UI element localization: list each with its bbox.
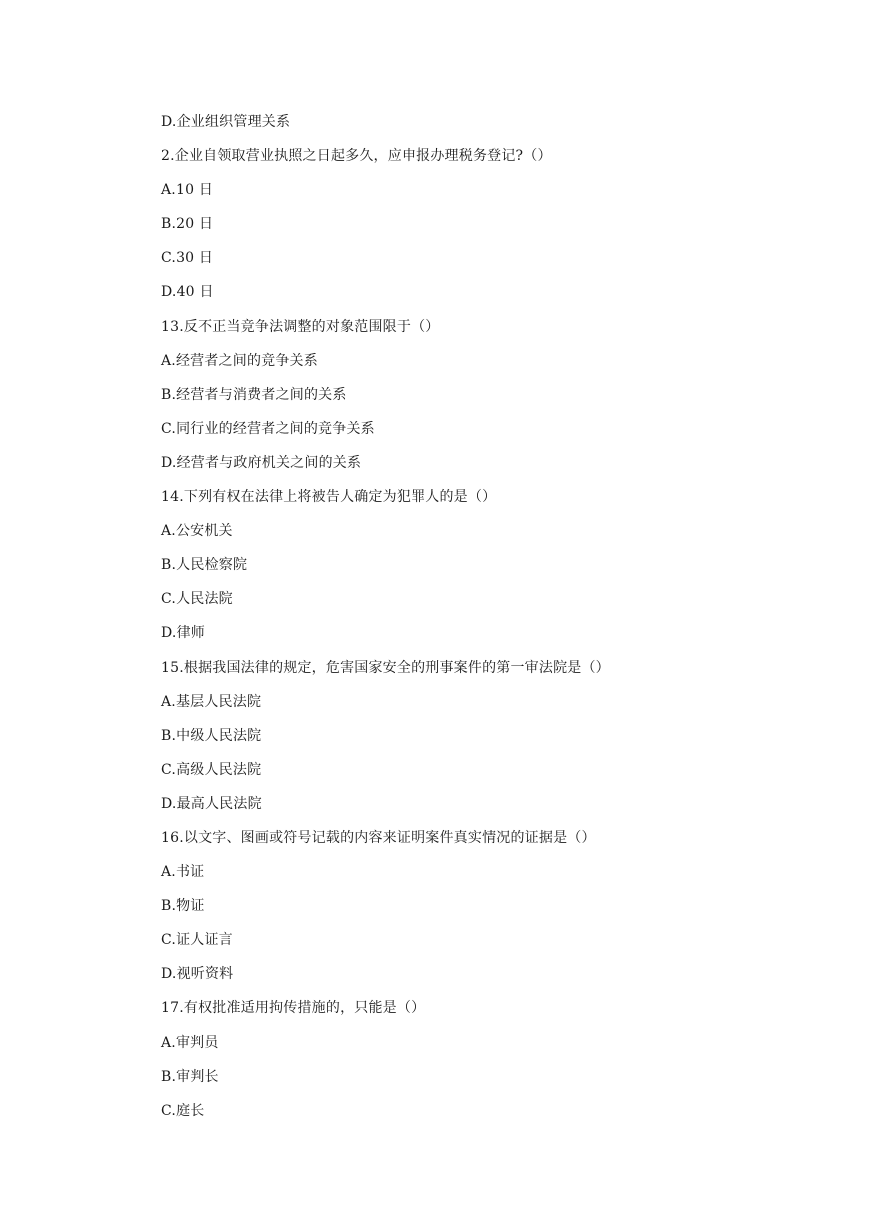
option-line: D.律师 <box>161 625 205 642</box>
question-line: 15.根据我国法律的规定，危害国家安全的刑事案件的第一审法院是（） <box>161 659 610 676</box>
document-body <box>161 111 821 1134</box>
option-line: C.庭长 <box>161 1102 205 1119</box>
option-line: C.高级人民法院 <box>161 761 262 778</box>
option-line: C.人民法院 <box>161 591 233 608</box>
option-line: B.审判长 <box>161 1068 219 1085</box>
option-line: A.审判员 <box>161 1034 219 1051</box>
option-line: C.证人证言 <box>161 932 233 949</box>
option-line: B.20 日 <box>161 216 214 233</box>
option-line: A.书证 <box>161 864 205 881</box>
question-line: 17.有权批准适用拘传措施的，只能是（） <box>161 1000 426 1017</box>
option-line: A.基层人民法院 <box>161 693 262 710</box>
question-line: 14.下列有权在法律上将被告人确定为犯罪人的是（） <box>161 489 497 506</box>
option-line: D.最高人民法院 <box>161 795 262 812</box>
option-line: B.经营者与消费者之间的关系 <box>161 386 347 403</box>
option-line: A.经营者之间的竞争关系 <box>161 352 318 369</box>
option-line: D.40 日 <box>161 284 214 301</box>
option-line: D.视听资料 <box>161 966 234 983</box>
option-line: B.中级人民法院 <box>161 727 262 744</box>
option-line: B.人民检察院 <box>161 557 248 574</box>
option-line: D.企业组织管理关系 <box>161 114 291 130</box>
option-line: A.10 日 <box>161 182 214 199</box>
question-line: 2.企业自领取营业执照之日起多久，应申报办理税务登记?（） <box>161 148 552 165</box>
option-line: A.公安机关 <box>161 523 233 540</box>
question-line: 16.以文字、图画或符号记载的内容来证明案件真实情况的证据是（） <box>161 829 596 846</box>
question-line: 13.反不正当竞争法调整的对象范围限于（） <box>161 318 440 335</box>
option-line: D.经营者与政府机关之间的关系 <box>161 454 362 471</box>
option-line: B.物证 <box>161 898 205 915</box>
option-line: C.同行业的经营者之间的竞争关系 <box>161 420 375 437</box>
option-line: C.30 日 <box>161 250 214 267</box>
